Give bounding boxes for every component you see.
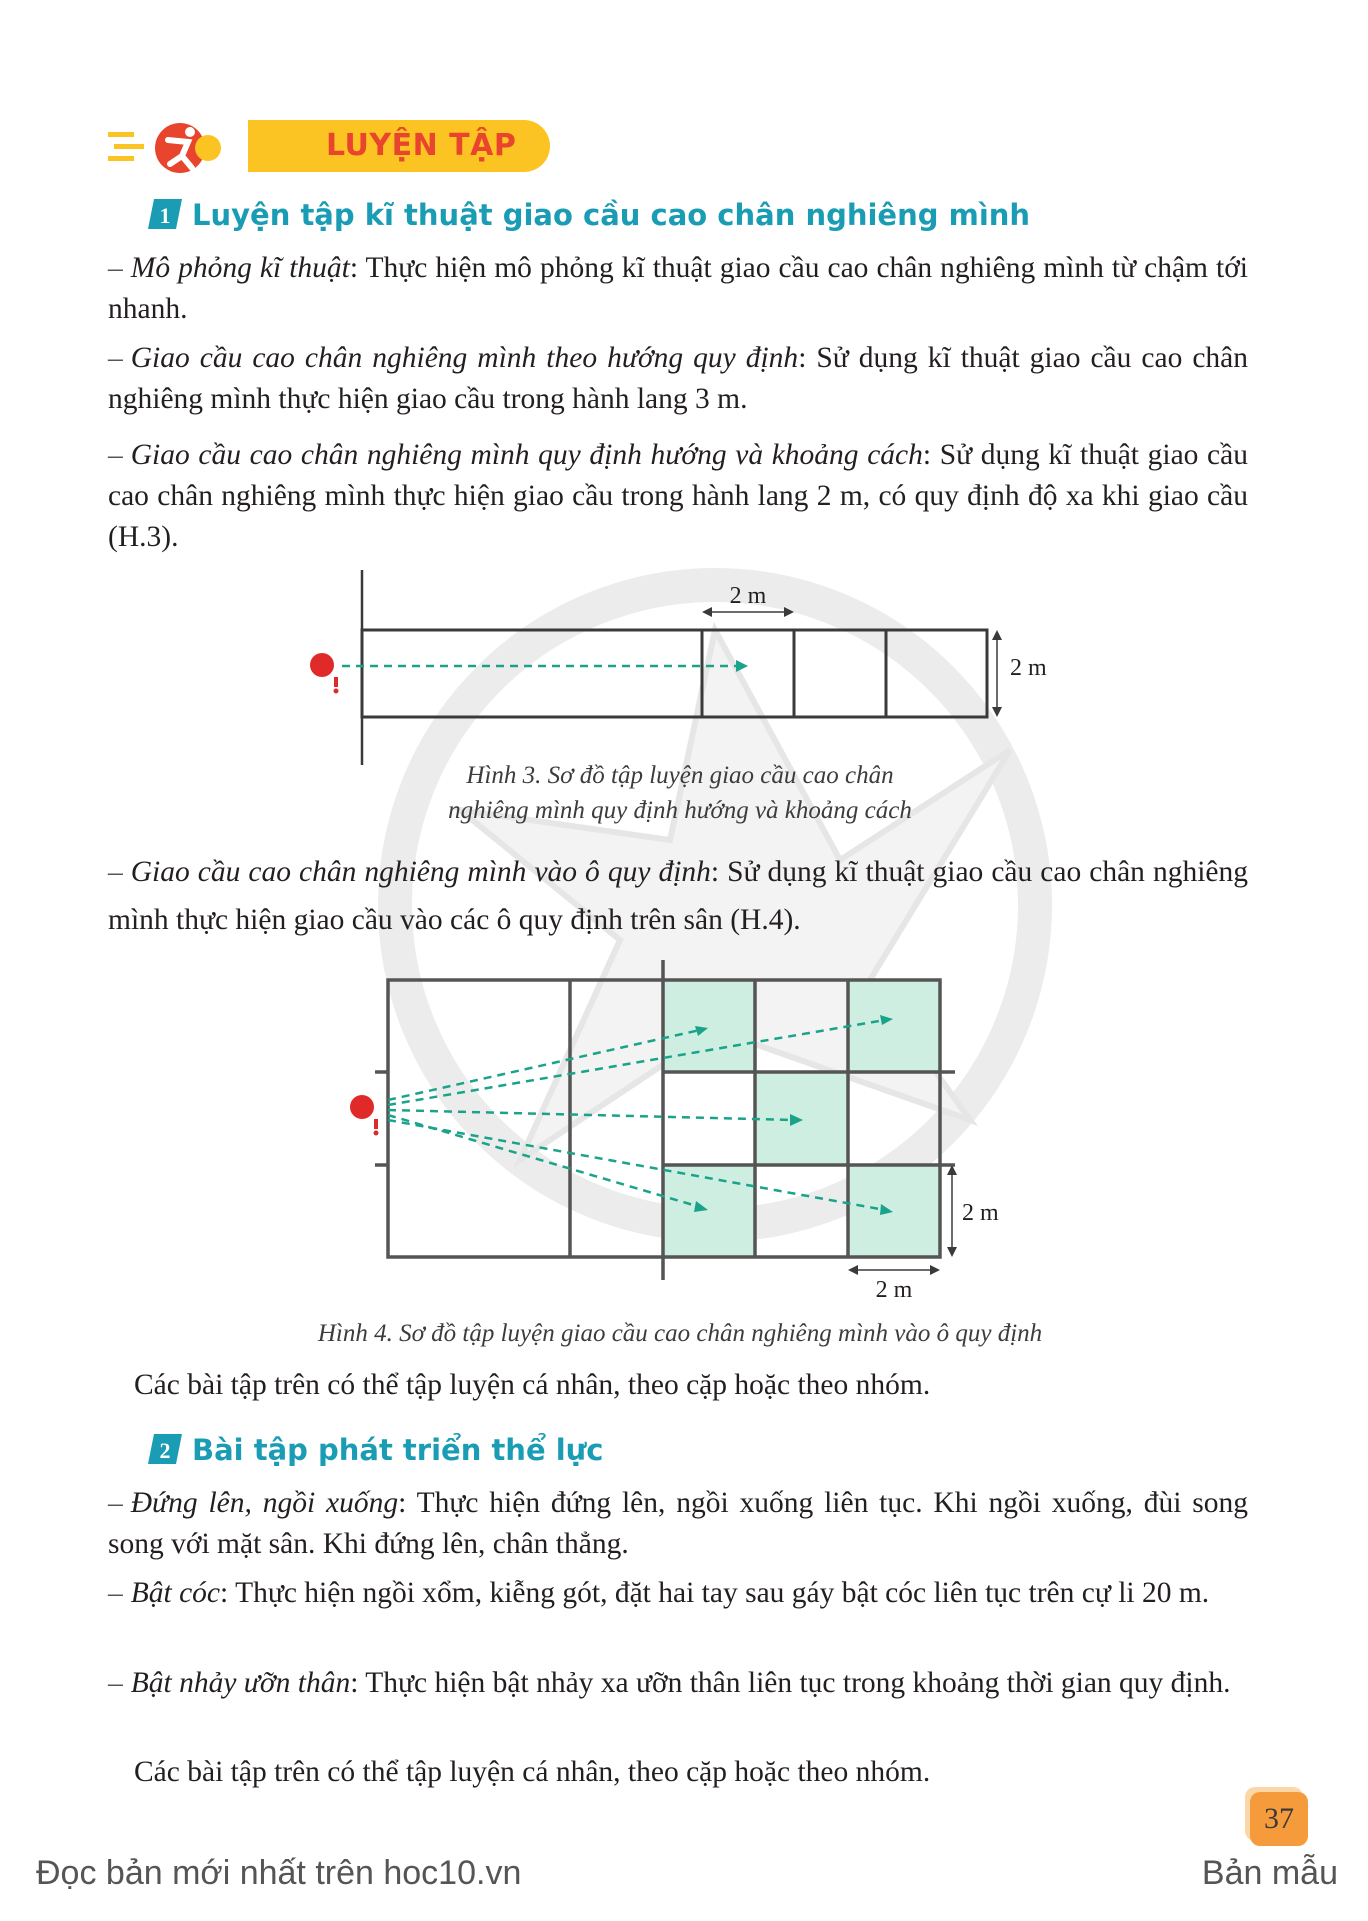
s1-item-1: – Mô phỏng kĩ thuật: Thực hiện mô phỏng kĩ thuật giao cầu cao chân nghiêng mình từ chậm tới nhanh. [108,252,1248,325]
section-1-heading [148,198,1030,232]
figure-3-diagram [300,565,1060,775]
figure-3-caption: Hình 3. Sơ đồ tập luyện giao cầu cao chân nghiêng mình quy định hướng và khoảng cách [448,762,912,824]
section-number-badge-2 [148,1434,182,1464]
section-number-badge [148,199,182,229]
fig3-height-label: 2 m [1010,655,1047,681]
svg-text:2: 2 [159,1438,171,1463]
section-2-heading [148,1433,604,1467]
player-marker [310,653,334,677]
s1-closing: Các bài tập trên có thể tập luyện cá nhân, theo cặp hoặc theo nhóm. [134,1369,931,1401]
figure-4-caption: Hình 4. Sơ đồ tập luyện giao cầu cao chân nghiêng mình vào ô quy định [317,1320,1043,1347]
svg-text:1: 1 [159,203,171,228]
s2-closing: Các bài tập trên có thể tập luyện cá nhân, theo cặp hoặc theo nhóm. [134,1756,931,1788]
footer-source-link[interactable]: Đọc bản mới nhất trên hoc10.vn [36,1854,522,1892]
s2-item-3: – Bật nhảy ưỡn thân: Thực hiện bật nhảy xa ưỡn thân liên tục trong khoảng thời gian quy định. [108,1667,1231,1699]
figure-4-diagram [340,955,1040,1300]
s2-item-1: – Đứng lên, ngồi xuống: Thực hiện đứng lên, ngồi xuống liên tục. Khi ngồi xuống, đùi song song với mặt sân. Khi đứng lên, chân thẳng. [108,1487,1248,1560]
banner-label: LUYỆN TẬP [326,128,517,163]
footer-sample-label: Bản mẫu [1201,1854,1338,1892]
fig4-height-label: 2 m [962,1200,999,1226]
luyen-tap-banner [108,120,517,176]
s1-item-3: – Giao cầu cao chân nghiêng mình quy định hướng và khoảng cách: Sử dụng kĩ thuật giao cầu cao chân nghiêng mình thực hiện giao cầu trong hành lang 2 m, có quy định độ xa khi giao cầu (H.3). [108,439,1248,553]
s1-item-4: – Giao cầu cao chân nghiêng mình vào ô quy định: Sử dụng kĩ thuật giao cầu cao chân nghiêng mình thực hiện giao cầu vào các ô quy định trên sân (H.4). [108,856,1248,936]
s1-item-2: – Giao cầu cao chân nghiêng mình theo hướng quy định: Sử dụng kĩ thuật giao cầu cao chân nghiêng mình thực hiện giao cầu trong hành lang 3 m. [108,342,1249,415]
player-marker-2 [350,1095,374,1119]
s2-item-2: – Bật cóc: Thực hiện ngồi xổm, kiễng gót, đặt hai tay sau gáy bật cóc liên tục trên cự li 20 m. [108,1577,1210,1609]
fig4-width-label: 2 m [875,1277,913,1300]
section-1-title: Luyện tập kĩ thuật giao cầu cao chân nghiêng mình [192,198,1031,232]
page-number: 37 [1250,1792,1308,1846]
fig3-width-label: 2 m [729,583,767,609]
runner-icon [108,122,228,174]
section-2-title: Bài tập phát triển thể lực [192,1433,604,1467]
